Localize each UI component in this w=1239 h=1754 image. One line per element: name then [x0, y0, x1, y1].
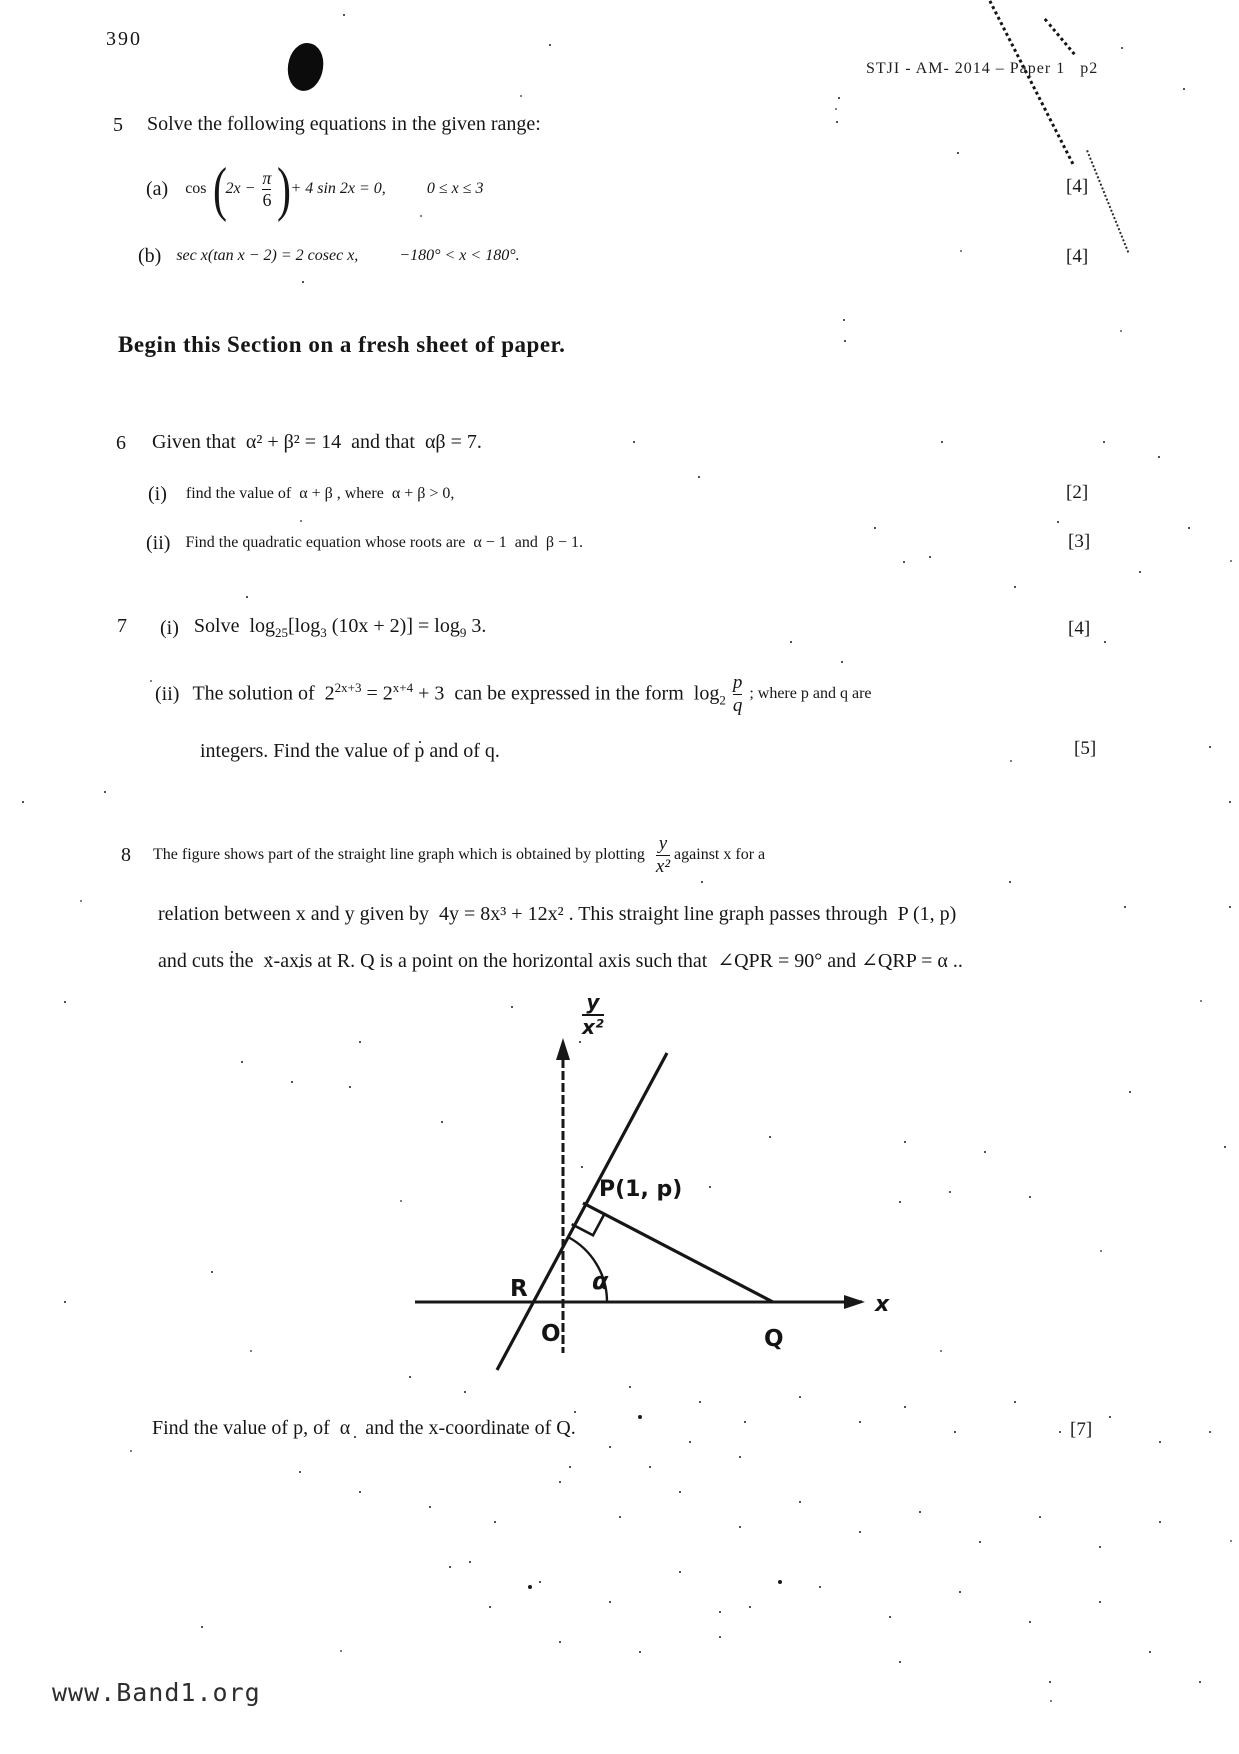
point-Q-label: Q [764, 1326, 784, 1352]
q8-l1a: The figure shows part of the straight line graph which is obtained by plotting [153, 846, 645, 863]
q7i-label: (i) [160, 616, 179, 639]
q5a-frac-bot: 6 [262, 189, 272, 210]
q8-line3: and cuts the x-axis at R. Q is a point on the horizontal axis such that ∠QPR = 90° and ∠QRP = α .. [158, 950, 963, 972]
point-P-label: P(1, p) [599, 1177, 683, 1202]
q5a-fraction [262, 169, 271, 210]
figure-y-axis-label-top: y [586, 990, 600, 1014]
q6-number: 6 [116, 432, 126, 454]
q7ii-frac-top: p [732, 671, 743, 693]
q8-find: Find the value of p, of α and the x-coordinate of Q. [152, 1417, 576, 1439]
q5a-inner: 2x − [225, 180, 256, 197]
q6ii-label: (ii) [146, 531, 171, 554]
q5a-range: 0 ≤ x ≤ 3 [426, 180, 484, 197]
q8-l1b: against x for a [674, 846, 766, 863]
y-axis-arrow [556, 1038, 570, 1060]
q7ii-fraction [733, 673, 743, 716]
point-R-label: R [510, 1276, 528, 1302]
q8-line2: relation between x and y given by 4y = 8x³ + 12x² . This straight line graph passes through P (1, p) [158, 903, 957, 925]
q6i-row [148, 479, 461, 509]
q8-number: 8 [121, 843, 131, 866]
ink-blot [285, 41, 326, 93]
scan-scratch [1086, 150, 1129, 253]
origin-label: O [541, 1321, 561, 1347]
alpha-label: α [592, 1267, 609, 1295]
q5b-eq: sec x(tan x − 2) = 2 cosec x, [176, 247, 359, 264]
page-number: 390 [106, 28, 142, 50]
q5-number: 5 [113, 114, 123, 136]
q8-frac-bot: x² [655, 855, 671, 877]
q7i-sub3: 9 [459, 625, 467, 640]
q5a-post: + 4 sin 2x = 0, [290, 180, 386, 197]
q5b-equation [138, 240, 527, 272]
q7ii-sub: 2 [719, 692, 726, 708]
q5a-label: (a) [146, 177, 169, 200]
q7ii-t2: = 2 [361, 682, 393, 705]
q6ii-marks: [3] [1068, 531, 1091, 552]
x-axis-label: x [875, 1292, 890, 1317]
q6ii-row [146, 528, 590, 558]
q7ii-equation [192, 680, 725, 709]
q5a-marks: [4] [1066, 176, 1089, 197]
figure-graph [370, 990, 910, 1410]
x-axis-arrow [844, 1295, 865, 1309]
q7i-sub2: 3 [320, 625, 327, 640]
q5a-equation [146, 152, 490, 226]
q6ii-text: Find the quadratic equation whose roots are α − 1 and β − 1. [185, 534, 584, 551]
q7i-row [160, 610, 493, 646]
figure-y-axis-label-bot: x² [582, 1015, 604, 1039]
paper-header: STJI - AM- 2014 – Paper 1 p2 [866, 60, 1099, 77]
q5-prompt: Solve the following equations in the given range: [147, 113, 541, 135]
q7i-sub1: 25 [275, 625, 289, 640]
scan-noise-light [0, 0, 2, 2]
q7ii-frac-bot: q [732, 694, 743, 716]
q8-frac-top: y [658, 832, 668, 854]
q6i-text: find the value of α + β , where α + β > 0, [185, 485, 455, 502]
q8-line1 [121, 828, 772, 882]
q7ii-t1: The solution of 2 [192, 682, 335, 705]
q6-given: Given that α² + β² = 14 and that αβ = 7. [152, 431, 482, 453]
segment-PQ [583, 1203, 773, 1302]
q7ii-t4: ; where p and q are [749, 685, 872, 702]
q7i-marks: [4] [1068, 618, 1091, 639]
q6i-marks: [2] [1066, 482, 1089, 503]
line-RP [497, 1053, 667, 1370]
q8-fraction [656, 834, 670, 877]
q8-marks: [7] [1070, 1419, 1093, 1440]
scan-scratch [1044, 18, 1076, 55]
q5b-marks: [4] [1066, 246, 1089, 267]
big-paren-right: ) [277, 155, 292, 222]
q5a-frac-top: π [262, 167, 272, 188]
watermark-url: www.Band1.org [52, 1678, 261, 1707]
section-note: Begin this Section on a fresh sheet of paper. [118, 332, 566, 357]
q7ii-line2: integers. Find the value of p and of q. [200, 740, 500, 762]
scan-scratch [985, 0, 1074, 165]
q7i-equation [194, 615, 486, 641]
q7-number: 7 [117, 615, 127, 637]
q5b-label: (b) [138, 244, 162, 267]
q7ii-sup2: x+4 [392, 679, 414, 695]
q5a-function: cos [185, 180, 207, 197]
q7i-t2: [log [288, 615, 321, 637]
q7ii-t3: + 3 can be expressed in the form log [413, 682, 720, 705]
q6i-label: (i) [148, 482, 167, 505]
q7ii-marks: [5] [1074, 738, 1097, 759]
q7i-t4: 3. [466, 615, 487, 637]
figure-y-axis-label [582, 992, 604, 1038]
q7ii-row [155, 664, 879, 724]
q5b-range: −180° < x < 180°. [399, 247, 520, 264]
q7i-t1: Solve log [193, 615, 276, 637]
q7ii-sup1: 2x+3 [334, 679, 362, 695]
q7i-t3: (10x + 2)] = log [326, 615, 460, 637]
q7ii-label: (ii) [155, 682, 180, 705]
big-paren-left: ( [212, 155, 227, 222]
figure-q8 [370, 990, 910, 1410]
